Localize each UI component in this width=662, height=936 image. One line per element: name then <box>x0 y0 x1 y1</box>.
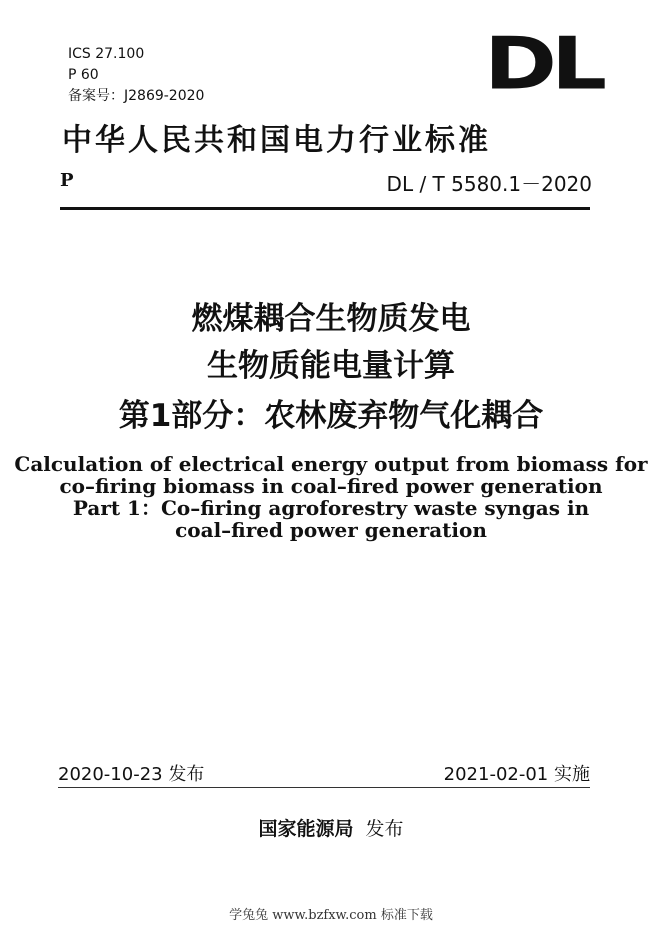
standard-number: DL / T 5580.1－2020 <box>386 172 592 196</box>
english-title-line: coal–fired power generation <box>175 518 487 542</box>
category-letter: P <box>60 170 74 191</box>
publisher-action: 发布 <box>365 818 404 840</box>
classification-code: P 60 <box>68 67 99 83</box>
publisher-line <box>0 814 662 841</box>
english-title-line: Part 1：Co–firing agroforestry waste syngas in <box>72 496 590 520</box>
header-divider <box>60 207 590 210</box>
chinese-title-line: 燃煤耦合生物质发电 <box>191 301 471 337</box>
english-title-line: Calculation of electrical energy output from biomass for <box>14 452 648 476</box>
english-title-line: co–firing biomass in coal–fired power generation <box>59 474 603 498</box>
issue-date: 2020-10-23 发布 <box>58 764 205 785</box>
ics-info-block <box>68 44 204 107</box>
implementation-date: 2021-02-01 实施 <box>443 764 590 785</box>
ics-code: ICS 27.100 <box>68 46 145 62</box>
footer-divider <box>58 787 590 788</box>
standard-heading: 中华人民共和国电力行业标准 <box>62 123 491 158</box>
source-watermark: 学兔兔 www.bzfxw.com 标准下载 <box>229 908 433 923</box>
dl-logo: DL <box>484 21 602 106</box>
chinese-title-line: 第1部分：农林废弃物气化耦合 <box>118 398 544 434</box>
publisher-name: 国家能源局 <box>258 818 354 840</box>
chinese-title-line: 生物质能电量计算 <box>207 348 455 384</box>
record-number: 备案号：J2869-2020 <box>68 88 205 104</box>
